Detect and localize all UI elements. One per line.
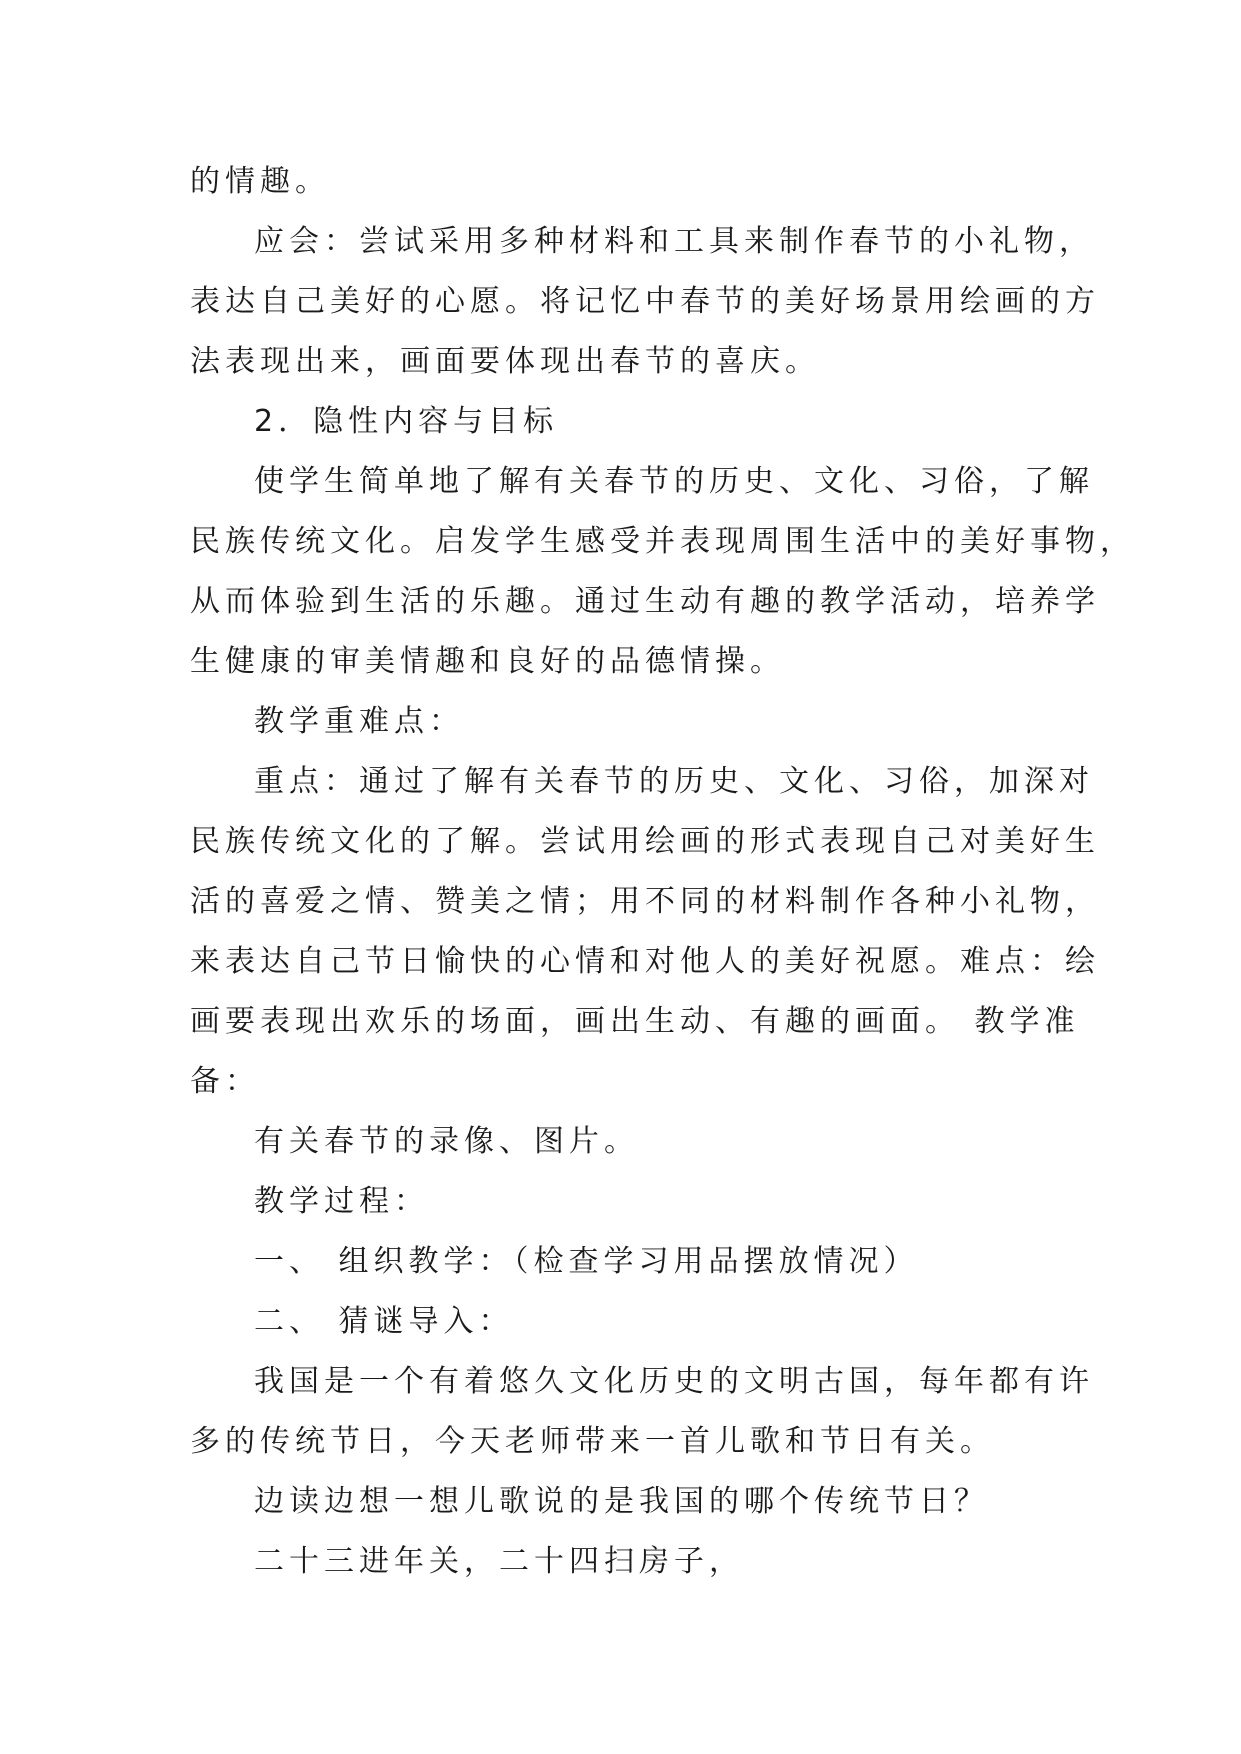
text-line: 表达自己美好的心愿。将记忆中春节的美好场景用绘画的方	[190, 284, 1100, 319]
text-line: 法表现出来，画面要体现出春节的喜庆。	[190, 344, 820, 379]
text-line: 有关春节的录像、图片。	[254, 1124, 639, 1159]
text-line: 边读边想一想儿歌说的是我国的哪个传统节日？	[254, 1484, 989, 1519]
section-heading: 教学过程：	[254, 1184, 429, 1219]
text-line: 活的喜爱之情、赞美之情；用不同的材料制作各种小礼物，	[190, 884, 1100, 919]
text-line: 从而体验到生活的乐趣。通过生动有趣的教学活动，培养学	[190, 584, 1100, 619]
section-heading: 教学重难点：	[254, 704, 464, 739]
text-line: 应会：尝试采用多种材料和工具来制作春节的小礼物，	[254, 224, 1094, 259]
text-line: 备：	[190, 1064, 260, 1099]
text-line: 画要表现出欢乐的场面，画出生动、有趣的画面。 教学准	[190, 1004, 1080, 1039]
section-heading: 2．隐性内容与目标	[254, 404, 559, 439]
text-line: 生健康的审美情趣和良好的品德情操。	[190, 644, 785, 679]
document-body	[190, 152, 1135, 1592]
list-item: 二、 猜谜导入：	[254, 1304, 514, 1339]
text-line: 民族传统文化。启发学生感受并表现周围生活中的美好事物，	[190, 524, 1135, 559]
list-item: 一、 组织教学：（检查学习用品摆放情况）	[254, 1244, 919, 1279]
text-line: 使学生简单地了解有关春节的历史、文化、习俗，了解	[254, 464, 1094, 499]
text-line: 我国是一个有着悠久文化历史的文明古国，每年都有许	[254, 1364, 1094, 1399]
text-line: 民族传统文化的了解。尝试用绘画的形式表现自己对美好生	[190, 824, 1100, 859]
text-line: 多的传统节日，今天老师带来一首儿歌和节日有关。	[190, 1424, 995, 1459]
text-line: 重点：通过了解有关春节的历史、文化、习俗，加深对	[254, 764, 1094, 799]
text-line: 的情趣。	[190, 164, 330, 199]
text-line: 二十三进年关，二十四扫房子，	[254, 1544, 744, 1579]
text-line: 来表达自己节日愉快的心情和对他人的美好祝愿。难点：绘	[190, 944, 1100, 979]
